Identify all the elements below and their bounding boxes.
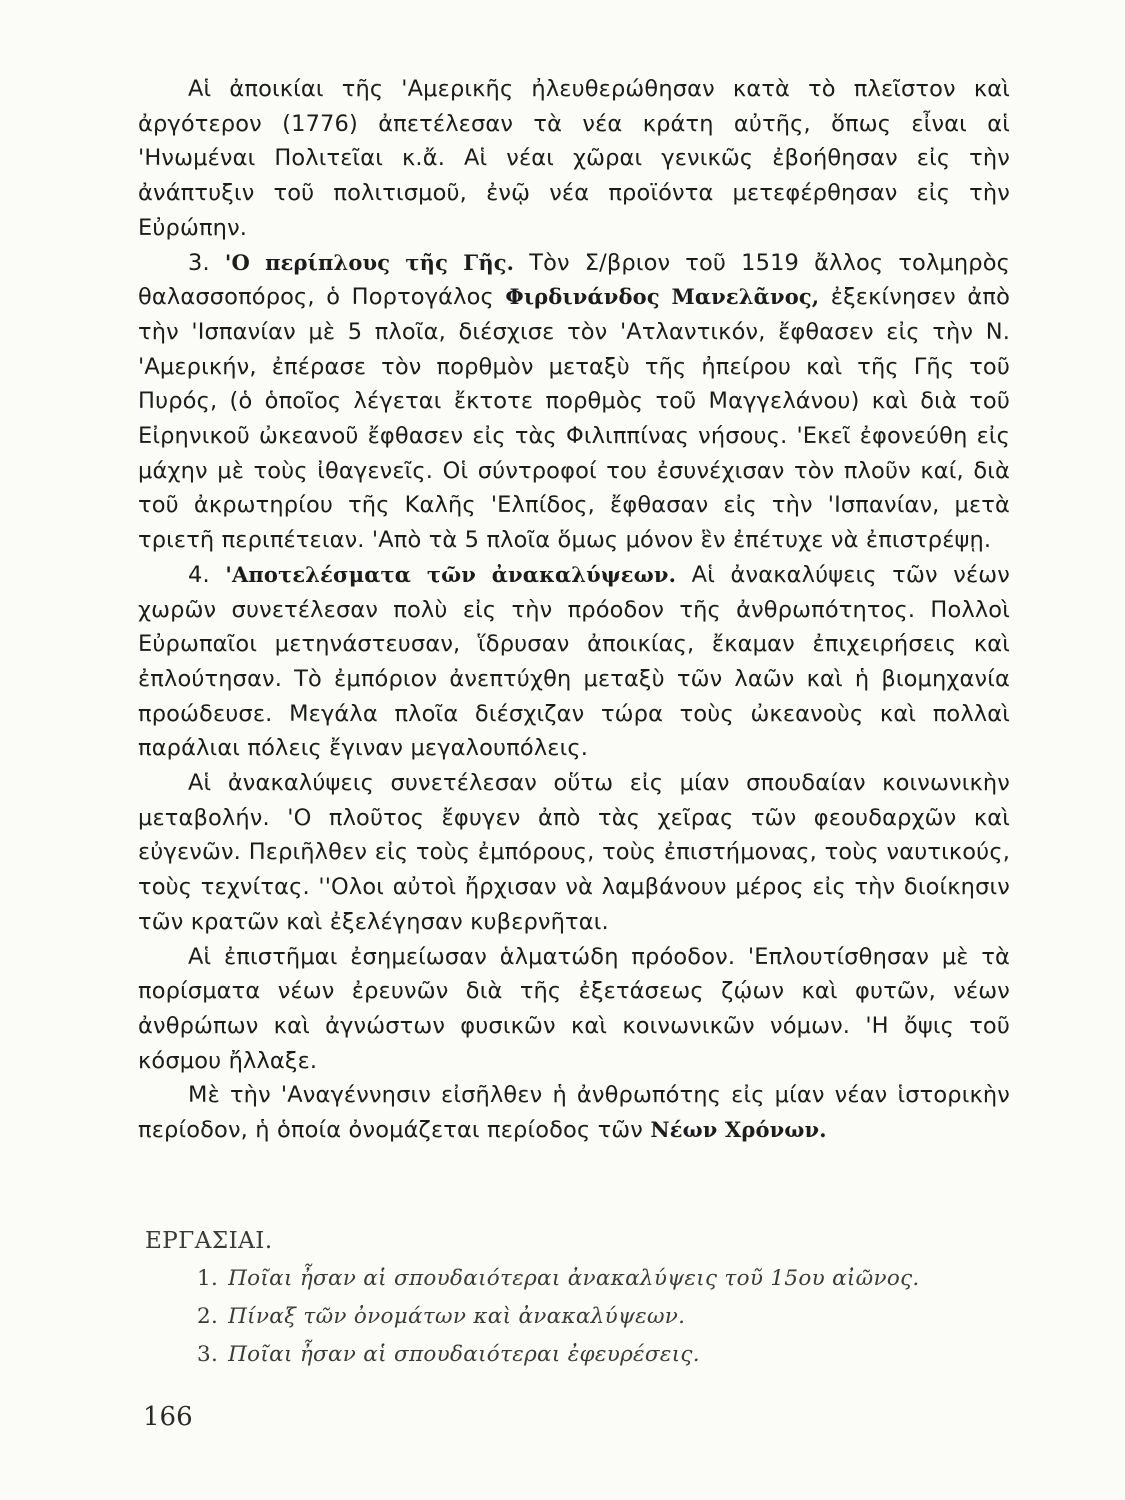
paragraph-new-era: Μὲ τὴν 'Αναγέννησιν εἰσῆλθεν ἡ ἀνθρωπότης εἰς μίαν νέαν ἱστορικὴν περίοδον, ἡ ὁποία ὀνομάζεται περίοδος τῶν Νέων Χρόνων. <box>138 1082 1010 1144</box>
exercises-list <box>145 1260 1015 1374</box>
page-number: 166 <box>143 1402 193 1432</box>
section-number: 3. <box>188 249 210 276</box>
paragraph-results: 4. 'Αποτελέσματα τῶν ἀνακαλύψεων. Αἱ ἀνακαλύψεις τῶν νέων χωρῶν συνετέλεσαν πολὺ εἰς τὴν πρόοδον τῆς ἀνθρωπότητος. Πολλοὶ Εὐρωπαῖοι μετηνάστευσαν, ἵδρυσαν ἀποικίας, ἔκαμαν ἐπιχειρήσεις καὶ ἐπλούτησαν. Τὸ ἐμπόριον ἀνεπτύχθη μεταξὺ τῶν λαῶν καὶ ἡ βιομηχανία προώδευσε. Μεγάλα πλοῖα διέσχιζαν τώρα τοὺς ὠκεανοὺς καὶ πολλαὶ παράλιαι πόλεις ἔγιναν μεγαλουπόλεις. <box>138 561 1010 762</box>
era-name: Νέων Χρόνων. <box>650 1117 827 1143</box>
paragraph-social-change: Αἱ ἀνακαλύψεις συνετέλεσαν οὕτω εἰς μίαν σπουδαίαν κοινωνικὴν μεταβολήν. 'Ο πλοῦτος ἔφυγεν ἀπὸ τὰς χεῖρας τῶν φεουδαρχῶν καὶ εὐγενῶν. Περιῆλθεν εἰς τοὺς ἐμπόρους, τοὺς ἐπιστήμονας, τοὺς ναυτικούς, τοὺς τεχνίτας. ''Ολοι αὐτοὶ ἤρχισαν νὰ λαμβάνουν μέρος εἰς τὴν διοίκησιν τῶν κρατῶν καὶ ἐξελέγησαν κυβερνῆται. <box>138 770 1010 935</box>
exercise-item: 1. Ποῖαι ἦσαν αἱ σπουδαιότεραι ἀνακαλύψεις τοῦ 15ου αἰῶνος. <box>197 1266 920 1291</box>
section-heading: 'Ο περίπλους τῆς Γῆς. <box>224 249 515 275</box>
exercise-item: 2. Πίναξ τῶν ὀνομάτων καὶ ἀνακαλύψεων. <box>197 1304 686 1329</box>
exercises-section <box>145 1228 1015 1374</box>
body-text <box>138 72 1010 1148</box>
paragraph-colonies: Αἱ ἀποικίαι τῆς 'Αμερικῆς ἠλευθερώθησαν κατὰ τὸ πλεῖστον καὶ ἀργότερον (1776) ἀπετέλεσαν τὰ νέα κράτη αὐτῆς, ὅπως εἶναι αἱ 'Ηνωμέναι Πολιτεῖαι κ.ἄ. Αἱ νέαι χῶραι γενικῶς ἐβοήθησαν εἰς τὴν ἀνάπτυξιν τοῦ πολιτισμοῦ, ἐνῷ νέα προϊόντα μετεφέρθησαν εἰς τὴν Εὐρώπην. <box>138 76 1010 241</box>
paragraph-circumnavigation: 3. 'Ο περίπλους τῆς Γῆς. Τὸν Σ/βριον τοῦ 1519 ἄλλος τολμηρὸς θαλασσοπόρος, ὁ Πορτογάλος Φιρδινάνδος Μανελᾶνος, ἐξεκίνησεν ἀπὸ τὴν 'Ισπανίαν μὲ 5 πλοῖα, διέσχισε τὸν 'Ατλαντικόν, ἔφθασεν εἰς τὴν Ν. 'Αμερικήν, ἐπέρασε τὸν πορθμὸν μεταξὺ τῆς ἠπείρου καὶ τῆς Γῆς τοῦ Πυρός, (ὁ ὁποῖος λέγεται ἔκτοτε πορθμὸς τοῦ Μαγγελάνου) καὶ διὰ τοῦ Εἰρηνικοῦ ὠκεανοῦ ἔφθασεν εἰς τὰς Φιλιππίνας νήσους. 'Εκεῖ ἐφονεύθη εἰς μάχην μὲ τοὺς ἰθαγενεῖς. Οἱ σύντροφοί του ἐσυνέχισαν τὸν πλοῦν καί, διὰ τοῦ ἀκρωτηρίου τῆς Καλῆς 'Ελπίδος, ἔφθασαν εἰς τὴν 'Ισπανίαν, μετὰ τριετῆ περιπέτειαν. 'Απὸ τὰ 5 πλοῖα ὅμως μόνον ἓν ἐπέτυχε νὰ ἐπιστρέψῃ. <box>138 249 1010 554</box>
section-number: 4. <box>188 561 210 588</box>
exercises-heading: ΕΡΓΑΣΙΑΙ. <box>145 1228 273 1254</box>
paragraph-sciences: Αἱ ἐπιστῆμαι ἐσημείωσαν ἁλματώδη πρόοδον. 'Επλουτίσθησαν μὲ τὰ πορίσματα νέων ἐρευνῶν διὰ τῆς ἐξετάσεως ζῴων καὶ φυτῶν, νέων ἀνθρώπων καὶ ἀγνώστων φυσικῶν καὶ κοινωνικῶν νόμων. 'Η ὄψις τοῦ κόσμου ἤλλαξε. <box>138 943 1010 1074</box>
exercise-item: 3. Ποῖαι ἦσαν αἱ σπουδαιότεραι ἐφευρέσεις. <box>197 1342 700 1367</box>
section-heading: 'Αποτελέσματα τῶν ἀνακαλύψεων. <box>225 561 677 587</box>
person-name: Φιρδινάνδος Μανελᾶνος, <box>505 284 820 310</box>
